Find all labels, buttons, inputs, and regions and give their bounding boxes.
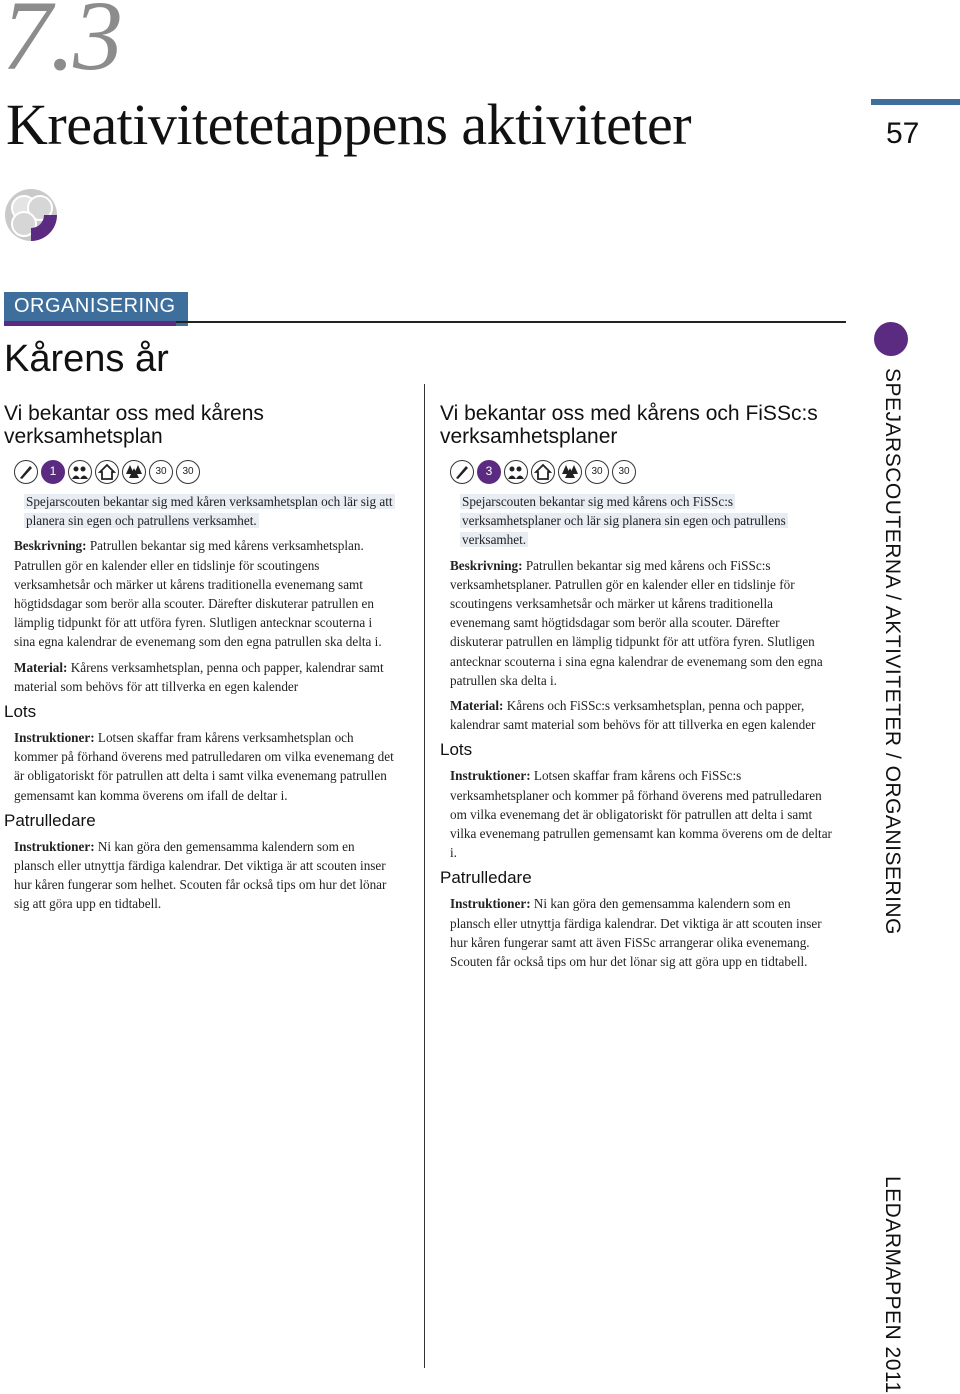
page-number: 57 <box>886 117 920 150</box>
patrol-leader-heading: Patrulledare <box>4 810 96 830</box>
patrol-leader-instructions: Instruktioner: Ni kan göra den gemensamma kalendern som en plansch eller utnyttja färdiga kalendrar. Det viktiga är att scouten inser hur kåren fungerar som helhet. Scouten får också tips om hur det lönar sig att göra upp en tidtabell. <box>14 838 387 912</box>
activity-heading: Vi bekantar oss med kårens och FiSSc:s verksamhetsplaner <box>440 402 818 448</box>
activity-intro: Spejarscouten bekantar sig med kåren verksamhetsplan och lär sig att planera sin egen och patrullens verksamhet. <box>26 494 393 529</box>
activity-description: Beskrivning: Patrullen bekantar sig med kårens och FiSSc:s verksamhetsplaner. Patrullen gör en kalender eller en tidslinje för scoutingens verksamhetsår och märker ut kårens traditionella evenemang samt högtidsdagar som berör alla scouter. Därefter diskuterar patrullen en lämplig tidpunkt för att utföra fyren. Slutligen antecknar scouterna i sina egna kalendrar de evenemang som den egna patrullen ska delta i. <box>450 557 823 688</box>
house-icon <box>531 460 555 484</box>
activity-right <box>440 402 832 977</box>
sidebar-footer: LEDARMAPPEN 2011 <box>881 1176 904 1394</box>
time-30-icon: 30 <box>585 460 609 484</box>
chapter-title: Kreativitetetappens aktiviteter <box>6 92 692 157</box>
activity-description: Beskrivning: Patrullen bekantar sig med kårens verksamhetsplan. Patrullen gör en kalender eller en tidslinje för scoutingens verksamhetsår och märker ut kårens traditionella evenemang samt högtidsdagar som berör alla scouter. Därefter diskuterar patrullen en lämplig tidpunkt för att utföra fyren. Slutligen antecknar scouterna i sina egna kalendrar de evenemang som den egna patrullen ska delta i. <box>14 538 382 650</box>
page-number-bar <box>871 99 960 105</box>
sidebar-tab-icon <box>874 322 908 356</box>
patrol-leader-heading: Patrulledare <box>440 868 532 888</box>
sidebar-breadcrumb: SPEJARSCOUTERNA / AKTIVITETER / ORGANISERING <box>881 368 904 935</box>
activity-heading: Vi bekantar oss med kårens verksamhetsplan <box>4 402 264 448</box>
forest-icon <box>122 460 146 484</box>
activity-material: Material: Kårens och FiSSc:s verksamhetsplan, penna och papper, kalendrar samt material som behövs för att tillverka en egen kalender <box>450 698 816 733</box>
level-badge-icon: 3 <box>477 460 501 484</box>
time-30-icon: 30 <box>176 460 200 484</box>
group-icon <box>68 460 92 484</box>
lots-instructions: Instruktioner: Lotsen skaffar fram kårens verksamhetsplan och kommer på förhand överens med patrulledaren om vilka evenemang det är obligatoriskt för patrullen att delta i samt vilka evenemang patrullen gemensamt kan komma överens om ifall de deltar i. <box>14 730 394 803</box>
category-accent-rule <box>4 321 176 326</box>
level-badge-icon: 1 <box>41 460 65 484</box>
pen-icon <box>14 460 38 484</box>
pen-icon <box>450 460 474 484</box>
lots-heading: Lots <box>4 702 37 722</box>
activity-intro: Spejarscouten bekantar sig med kårens och FiSSc:s verksamhetsplaner och lär sig planera sin egen och patrullens verksamhet. <box>462 494 786 548</box>
lots-heading: Lots <box>440 740 473 760</box>
activity-left <box>4 402 396 920</box>
column-divider <box>424 384 425 1368</box>
activity-material: Material: Kårens verksamhetsplan, penna och papper, kalendrar samt material som behövs för att tillverka en egen kalender <box>14 659 384 694</box>
patrol-leader-instructions: Instruktioner: Ni kan göra den gemensamma kalendern som en plansch eller utnyttja färdiga kalendrar. Det viktiga är att scouten inser hur kåren fungerar samt att även FiSSc arrangerar olika evenemang. Scouten får också tips om hur det lönar sig att göra upp en tidtabell. <box>450 896 822 970</box>
stage-logo-icon <box>4 188 58 242</box>
time-30-icon: 30 <box>612 460 636 484</box>
section-title: Kårens år <box>4 338 169 380</box>
lots-instructions: Instruktioner: Lotsen skaffar fram kårens och FiSSc:s verksamhetsplaner och kommer på förhand överens med patrulledaren om vilka evenemang det är obligatoriskt för patrullen att delta i samt vilka evenemang patrullen gemensamt kan komma överens om de deltar i. <box>450 768 832 861</box>
chapter-number: 7.3 <box>2 0 121 91</box>
activity-icons <box>450 460 832 484</box>
group-icon <box>504 460 528 484</box>
forest-icon <box>558 460 582 484</box>
activity-icons <box>14 460 396 484</box>
time-30-icon: 30 <box>149 460 173 484</box>
category-label: ORGANISERING <box>14 295 176 317</box>
house-icon <box>95 460 119 484</box>
